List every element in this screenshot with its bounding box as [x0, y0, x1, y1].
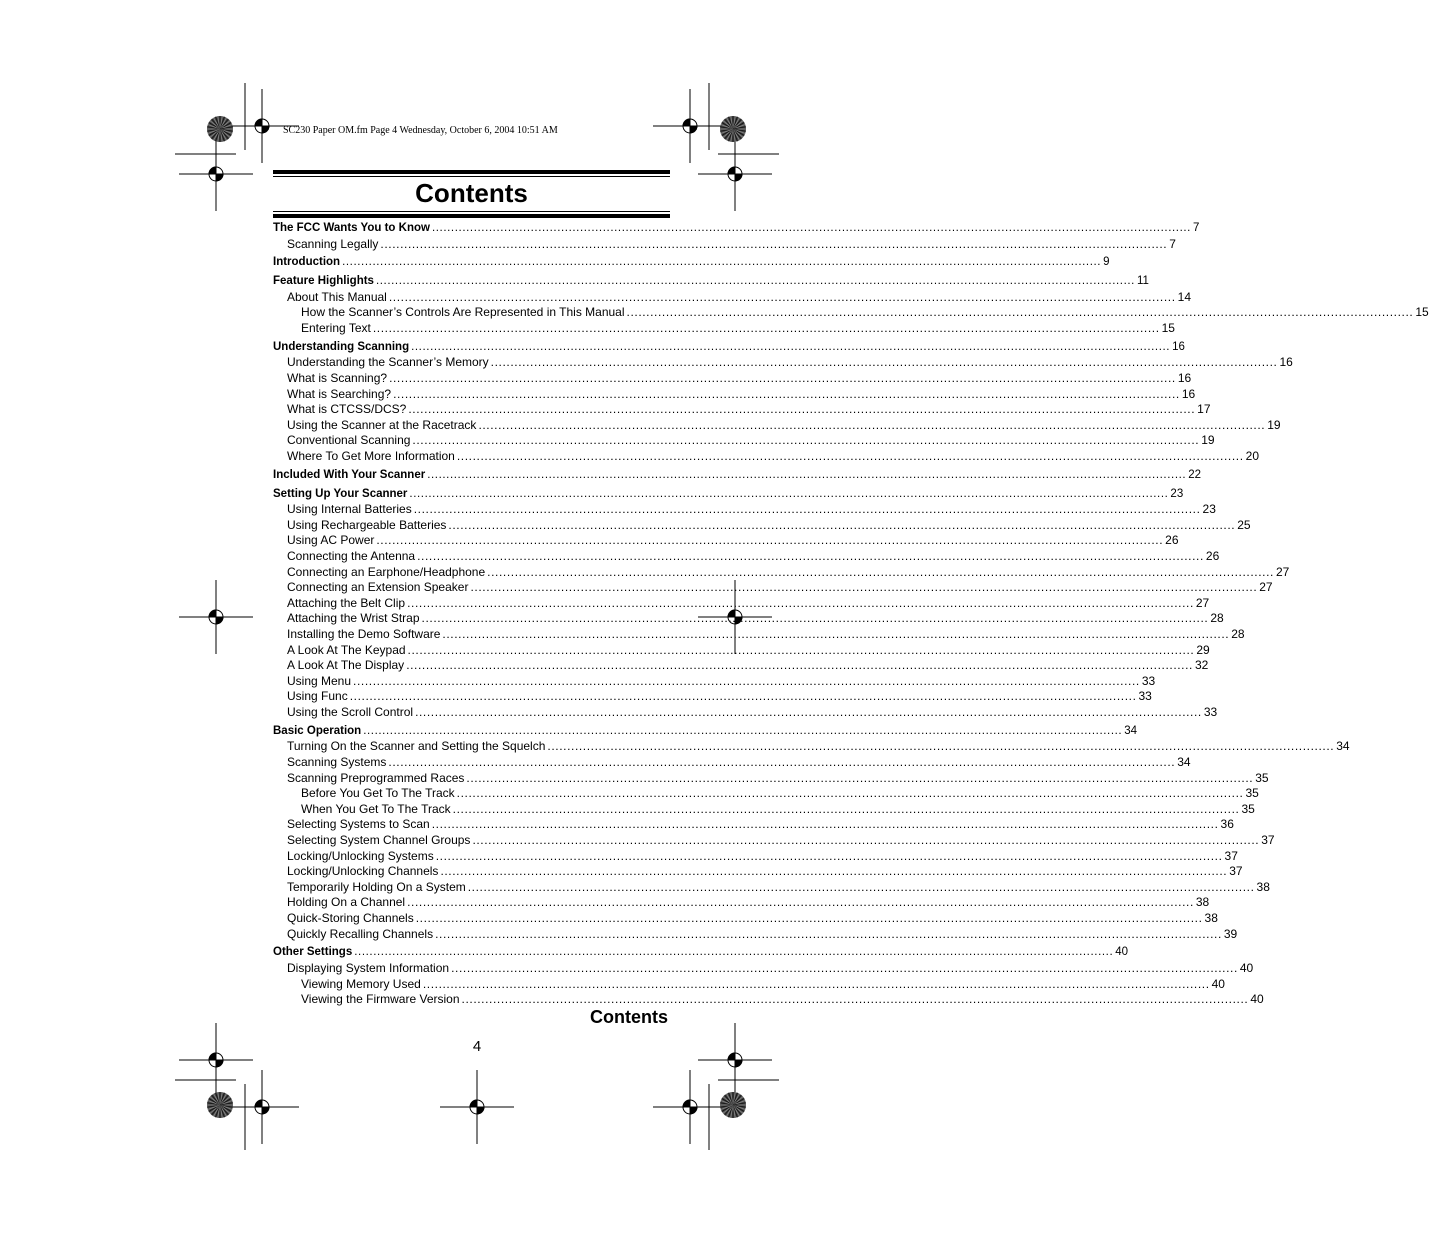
toc-entry — [273, 724, 1138, 739]
toc-entry — [287, 417, 1281, 433]
toc-entry — [287, 611, 1224, 626]
toc-entry-label: Understanding the Scanner’s Memory — [287, 355, 489, 370]
toc-entry-label: How the Scanner’s Controls Are Represented in This Manual — [301, 305, 625, 320]
toc-entry-page: 40 — [1211, 976, 1225, 991]
crosshair-mark — [225, 1070, 299, 1144]
toc-dot-leader: ........................................................................................................................................................................................................ — [440, 864, 1228, 879]
toc-entry-label: Using the Scroll Control — [287, 705, 414, 719]
toc-entry — [287, 689, 1152, 704]
toc-entry — [301, 976, 1225, 992]
toc-entry-label: Connecting an Extension Speaker — [287, 580, 469, 595]
toc-entry — [273, 468, 1201, 483]
toc-dot-leader: ........................................................................................................................................................................................................ — [461, 992, 1249, 1007]
toc-entry-page: 35 — [1255, 770, 1269, 785]
toc-entry-page: 27 — [1259, 580, 1273, 595]
toc-entry — [287, 371, 1192, 386]
toc-entry — [287, 236, 1176, 252]
toc-entry-label: Attaching the Belt Clip — [287, 595, 406, 610]
toc-entry-page: 23 — [1202, 502, 1216, 517]
toc-entry — [273, 255, 1110, 270]
file-info-header: SC230 Paper OM.fm Page 4 Wednesday, October 6, 2004 10:51 AM — [283, 125, 558, 136]
toc-entry — [287, 926, 1238, 942]
toc-entry-label: When You Get To The Track — [301, 801, 451, 816]
toc-dot-leader: ........................................................................................................................................................................................................ — [415, 705, 1202, 719]
toc-entry-page: 34 — [1177, 755, 1191, 769]
toc-entry-page: 34 — [1336, 739, 1350, 754]
toc-entry-label: The FCC Wants You to Know — [273, 222, 430, 234]
toc-dot-leader: ........................................................................................................................................................................................................ — [452, 801, 1240, 816]
toc-entry-label: Conventional Scanning — [287, 433, 411, 448]
toc-entry — [287, 770, 1269, 786]
toc-dot-leader: ........................................................................................................................................................................................................ — [389, 371, 1176, 385]
toc-dot-leader: ........................................................................................................................................................................................................ — [487, 564, 1274, 579]
toc-entry-label: Using AC Power — [287, 533, 375, 548]
toc-entry — [287, 705, 1218, 720]
toc-entry-label: Introduction — [273, 256, 341, 269]
toc-dot-leader: ........................................................................................................................................................................................................ — [451, 961, 1238, 975]
toc-entry-page: 23 — [1170, 487, 1184, 500]
toc-dot-leader: ........................................................................................................................................................................................................ — [626, 305, 1414, 320]
toc-entry — [287, 755, 1191, 770]
crosshair-mark — [653, 1070, 727, 1144]
toc-entry-page: 40 — [1250, 992, 1264, 1007]
toc-entry-label: What is CTCSS/DCS? — [287, 402, 407, 417]
toc-entry — [287, 449, 1260, 464]
toc-entry-label: Entering Text — [301, 321, 371, 335]
toc-entry-page: 33 — [1203, 705, 1218, 719]
toc-entry-page: 26 — [1165, 533, 1179, 548]
toc-entry — [287, 517, 1251, 533]
toc-dot-leader: ........................................................................................................................................................................................................ — [412, 433, 1200, 448]
toc-entry — [287, 848, 1238, 864]
toc-entry-label: A Look At The Display — [287, 658, 405, 673]
toc-dot-leader: ........................................................................................................................................................................................................ — [466, 770, 1254, 785]
toc-entry-label: Feature Highlights — [273, 275, 374, 288]
toc-entry — [287, 549, 1220, 564]
toc-dot-leader: ........................................................................................................................................................................................................ — [467, 879, 1255, 894]
title-rule-bottom-thick — [273, 214, 670, 218]
toc-entry-page: 11 — [1136, 275, 1149, 288]
toc-entry — [287, 817, 1234, 832]
toc-dot-leader: ........................................................................................................................................................................................................ — [376, 533, 1164, 548]
crosshair-mark — [179, 580, 253, 654]
toc-entry-page: 35 — [1241, 801, 1255, 816]
toc-entry-label: What is Scanning? — [287, 371, 388, 385]
title-rule-top-thick — [273, 170, 670, 174]
toc-entry-label: Holding On a Channel — [287, 895, 406, 910]
toc-entry-label: Where To Get More Information — [287, 449, 455, 463]
toc-entry — [287, 673, 1156, 689]
starburst-mark — [720, 1092, 746, 1118]
toc-entry — [287, 595, 1210, 611]
toc-dot-leader: ........................................................................................................................................................................................................ — [431, 817, 1219, 832]
toc-entry-label: Quick-Storing Channels — [287, 911, 414, 925]
toc-dot-leader: ........................................................................................................................................................................................................ — [448, 517, 1236, 532]
toc-entry — [287, 564, 1290, 580]
title-rule-bottom-thin — [273, 211, 670, 212]
toc-dot-leader: ........................................................................................................................................................................................................ — [411, 340, 1171, 353]
toc-dot-leader: ........................................................................................................................................................................................................ — [470, 580, 1258, 595]
toc-dot-leader: ........................................................................................................................................................................................................ — [393, 386, 1180, 401]
toc-entry-page: 27 — [1275, 564, 1290, 579]
toc-entry-label: Scanning Preprogrammed Races — [287, 770, 465, 785]
toc-dot-leader: ........................................................................................................................................................................................................ — [421, 611, 1209, 626]
toc-entry-label: Included With Your Scanner — [273, 468, 426, 481]
toc-entry-page: 26 — [1205, 549, 1220, 563]
toc-entry — [301, 321, 1175, 336]
toc-entry-label: Displaying System Information — [287, 961, 450, 975]
toc-entry-page: 32 — [1194, 658, 1209, 673]
starburst-mark — [207, 116, 233, 142]
toc-entry-label: Installing the Demo Software — [287, 627, 441, 641]
toc-entry-label: Using Menu — [287, 673, 352, 688]
toc-entry-page: 35 — [1245, 786, 1259, 801]
toc-entry — [287, 402, 1211, 417]
starburst-mark — [720, 116, 746, 142]
page-title: Contents — [415, 178, 528, 208]
toc-entry-page: 17 — [1197, 402, 1211, 417]
toc-entry-page: 33 — [1141, 673, 1156, 688]
toc-dot-leader: ........................................................................................................................................................................................................ — [456, 786, 1244, 801]
toc-entry-label: Temporarily Holding On a System — [287, 879, 466, 894]
toc-dot-leader: ........................................................................................................................................................................................................ — [435, 926, 1222, 941]
toc-entry — [287, 502, 1216, 517]
toc-entry-label: A Look At The Keypad — [287, 642, 406, 657]
toc-entry-page: 40 — [1239, 961, 1254, 975]
toc-dot-leader: ........................................................................................................................................................................................................ — [417, 549, 1204, 563]
toc-entry — [301, 992, 1264, 1007]
toc-entry-label: Using Internal Batteries — [287, 502, 412, 517]
toc-entry-label: Using the Scanner at the Racetrack — [287, 417, 477, 432]
toc-entry — [301, 305, 1429, 320]
toc-entry-label: Understanding Scanning — [273, 340, 410, 353]
toc-dot-leader: ........................................................................................................................................................................................................ — [375, 275, 1135, 288]
toc-entry — [301, 801, 1255, 817]
toc-entry — [273, 340, 1185, 355]
toc-entry — [273, 945, 1129, 960]
toc-dot-leader: ........................................................................................................................................................................................................ — [372, 321, 1160, 335]
toc-dot-leader: ........................................................................................................................................................................................................ — [415, 911, 1203, 925]
toc-dot-leader: ........................................................................................................................................................................................................ — [407, 595, 1194, 610]
toc-entry — [287, 642, 1210, 658]
toc-entry-label: Before You Get To The Track — [301, 786, 455, 801]
toc-entry — [287, 355, 1293, 370]
toc-entry-page: 38 — [1256, 879, 1270, 894]
toc-entry — [287, 911, 1218, 926]
toc-entry — [287, 833, 1275, 848]
toc-dot-leader: ........................................................................................................................................................................................................ — [490, 355, 1278, 370]
toc-entry-page: 28 — [1231, 627, 1245, 641]
toc-entry-page: 28 — [1210, 611, 1224, 626]
toc-entry-page: 25 — [1237, 517, 1251, 532]
toc-dot-leader: ........................................................................................................................................................................................................ — [431, 222, 1191, 234]
toc-dot-leader: ........................................................................................................................................................................................................ — [422, 976, 1210, 991]
crosshair-mark — [179, 137, 253, 211]
toc-dot-leader: ........................................................................................................................................................................................................ — [407, 642, 1195, 657]
toc-dot-leader: ........................................................................................................................................................................................................ — [407, 895, 1194, 910]
toc-dot-leader: ........................................................................................................................................................................................................ — [354, 946, 1114, 959]
toc-entry — [287, 961, 1254, 976]
toc-entry — [273, 221, 1200, 236]
toc-entry-label: Using Func — [287, 689, 348, 704]
toc-entry-page: 15 — [1161, 321, 1175, 335]
toc-dot-leader: ........................................................................................................................................................................................................ — [547, 739, 1335, 754]
toc-entry-page: 36 — [1220, 817, 1234, 832]
toc-entry-page: 9 — [1103, 256, 1110, 269]
toc-entry-label: Scanning Systems — [287, 755, 387, 769]
toc-entry — [287, 386, 1196, 402]
toc-dot-leader: ........................................................................................................................................................................................................ — [413, 502, 1201, 517]
toc-entry-label: Locking/Unlocking Systems — [287, 848, 434, 863]
toc-entry-page: 33 — [1138, 689, 1152, 704]
toc-entry-label: About This Manual — [287, 289, 387, 304]
toc-entry-page: 22 — [1188, 468, 1201, 481]
toc-entry-page: 19 — [1201, 433, 1215, 448]
toc-entry — [287, 895, 1210, 910]
toc-entry-label: Locking/Unlocking Channels — [287, 864, 439, 879]
toc-entry — [287, 879, 1270, 895]
toc-entry-label: Using Rechargeable Batteries — [287, 517, 447, 532]
toc-entry-page: 39 — [1223, 926, 1238, 941]
toc-dot-leader: ........................................................................................................................................................................................................ — [456, 449, 1244, 463]
toc-entry-page: 34 — [1124, 724, 1138, 737]
toc-entry-page: 20 — [1245, 449, 1260, 463]
toc-entry-page: 29 — [1196, 642, 1210, 657]
toc-entry — [287, 627, 1245, 642]
toc-entry-label: What is Searching? — [287, 386, 392, 401]
toc-entry-label: Quickly Recalling Channels — [287, 926, 434, 941]
toc-dot-leader: ........................................................................................................................................................................................................ — [349, 689, 1137, 704]
toc-entry-page: 40 — [1115, 946, 1129, 959]
toc-entry-page: 7 — [1192, 222, 1200, 234]
toc-entry-label: Viewing Memory Used — [301, 976, 421, 991]
toc-entry-label: Basic Operation — [273, 724, 362, 737]
toc-entry-page: 16 — [1181, 386, 1196, 401]
toc-entry-label: Connecting an Earphone/Headphone — [287, 564, 486, 579]
toc-entry — [287, 864, 1243, 879]
toc-dot-leader: ........................................................................................................................................................................................................ — [472, 833, 1260, 847]
toc-entry-label: Attaching the Wrist Strap — [287, 611, 420, 626]
toc-entry — [287, 433, 1215, 448]
toc-dot-leader: ........................................................................................................................................................................................................ — [406, 658, 1193, 673]
toc-entry-page: 37 — [1224, 848, 1238, 863]
toc-entry — [287, 289, 1191, 305]
toc-entry-page: 14 — [1177, 289, 1191, 304]
toc-dot-leader: ........................................................................................................................................................................................................ — [478, 417, 1266, 432]
toc-dot-leader: ........................................................................................................................................................................................................ — [388, 289, 1176, 304]
toc-entry-label: Viewing the Firmware Version — [301, 992, 460, 1007]
toc-entry-page: 16 — [1279, 355, 1293, 370]
crosshair-mark — [440, 1070, 514, 1144]
toc-entry — [287, 739, 1350, 754]
toc-entry-label: Other Settings — [273, 946, 353, 959]
toc-entry-page: 7 — [1169, 236, 1176, 251]
toc-entry-label: Selecting Systems to Scan — [287, 817, 430, 832]
toc-dot-leader: ........................................................................................................................................................................................................ — [442, 627, 1230, 641]
toc-dot-leader: ........................................................................................................................................................................................................ — [342, 256, 1102, 269]
toc-entry-label: Turning On the Scanner and Setting the Squelch — [287, 739, 546, 754]
toc-entry-page: 16 — [1172, 340, 1185, 353]
toc-dot-leader: ........................................................................................................................................................................................................ — [388, 755, 1176, 769]
toc-dot-leader: ........................................................................................................................................................................................................ — [408, 402, 1196, 417]
toc-entry-page: 19 — [1267, 417, 1281, 432]
toc-entry-page: 16 — [1177, 371, 1192, 385]
footer-section-title: Contents — [590, 1007, 668, 1027]
toc-entry-page: 15 — [1415, 305, 1429, 320]
toc-dot-leader: ........................................................................................................................................................................................................ — [435, 848, 1223, 863]
toc-dot-leader: ........................................................................................................................................................................................................ — [363, 724, 1123, 737]
toc-entry-page: 37 — [1261, 833, 1275, 847]
toc-entry — [301, 786, 1259, 801]
toc-entry-page: 37 — [1229, 864, 1243, 879]
toc-entry-page: 38 — [1195, 895, 1210, 910]
toc-entry — [287, 533, 1179, 548]
toc-dot-leader: ........................................................................................................................................................................................................ — [380, 236, 1168, 251]
toc-entry-label: Scanning Legally — [287, 236, 379, 251]
toc-dot-leader: ........................................................................................................................................................................................................ — [409, 487, 1169, 500]
toc-entry — [273, 274, 1149, 289]
toc-dot-leader: ........................................................................................................................................................................................................ — [353, 673, 1140, 688]
crosshair-mark — [179, 1023, 253, 1097]
toc-entry-page: 27 — [1195, 595, 1210, 610]
crosshair-mark — [653, 89, 727, 163]
toc-entry — [273, 487, 1184, 502]
toc-entry — [287, 580, 1273, 595]
toc-entry-label: Setting Up Your Scanner — [273, 487, 408, 500]
starburst-mark — [207, 1092, 233, 1118]
toc-entry — [287, 658, 1209, 673]
toc-entry-label: Connecting the Antenna — [287, 549, 416, 563]
toc-dot-leader: ........................................................................................................................................................................................................ — [427, 468, 1187, 481]
page-number: 4 — [472, 1038, 482, 1055]
toc-entry-label: Selecting System Channel Groups — [287, 833, 471, 847]
toc-entry-page: 38 — [1204, 911, 1218, 925]
